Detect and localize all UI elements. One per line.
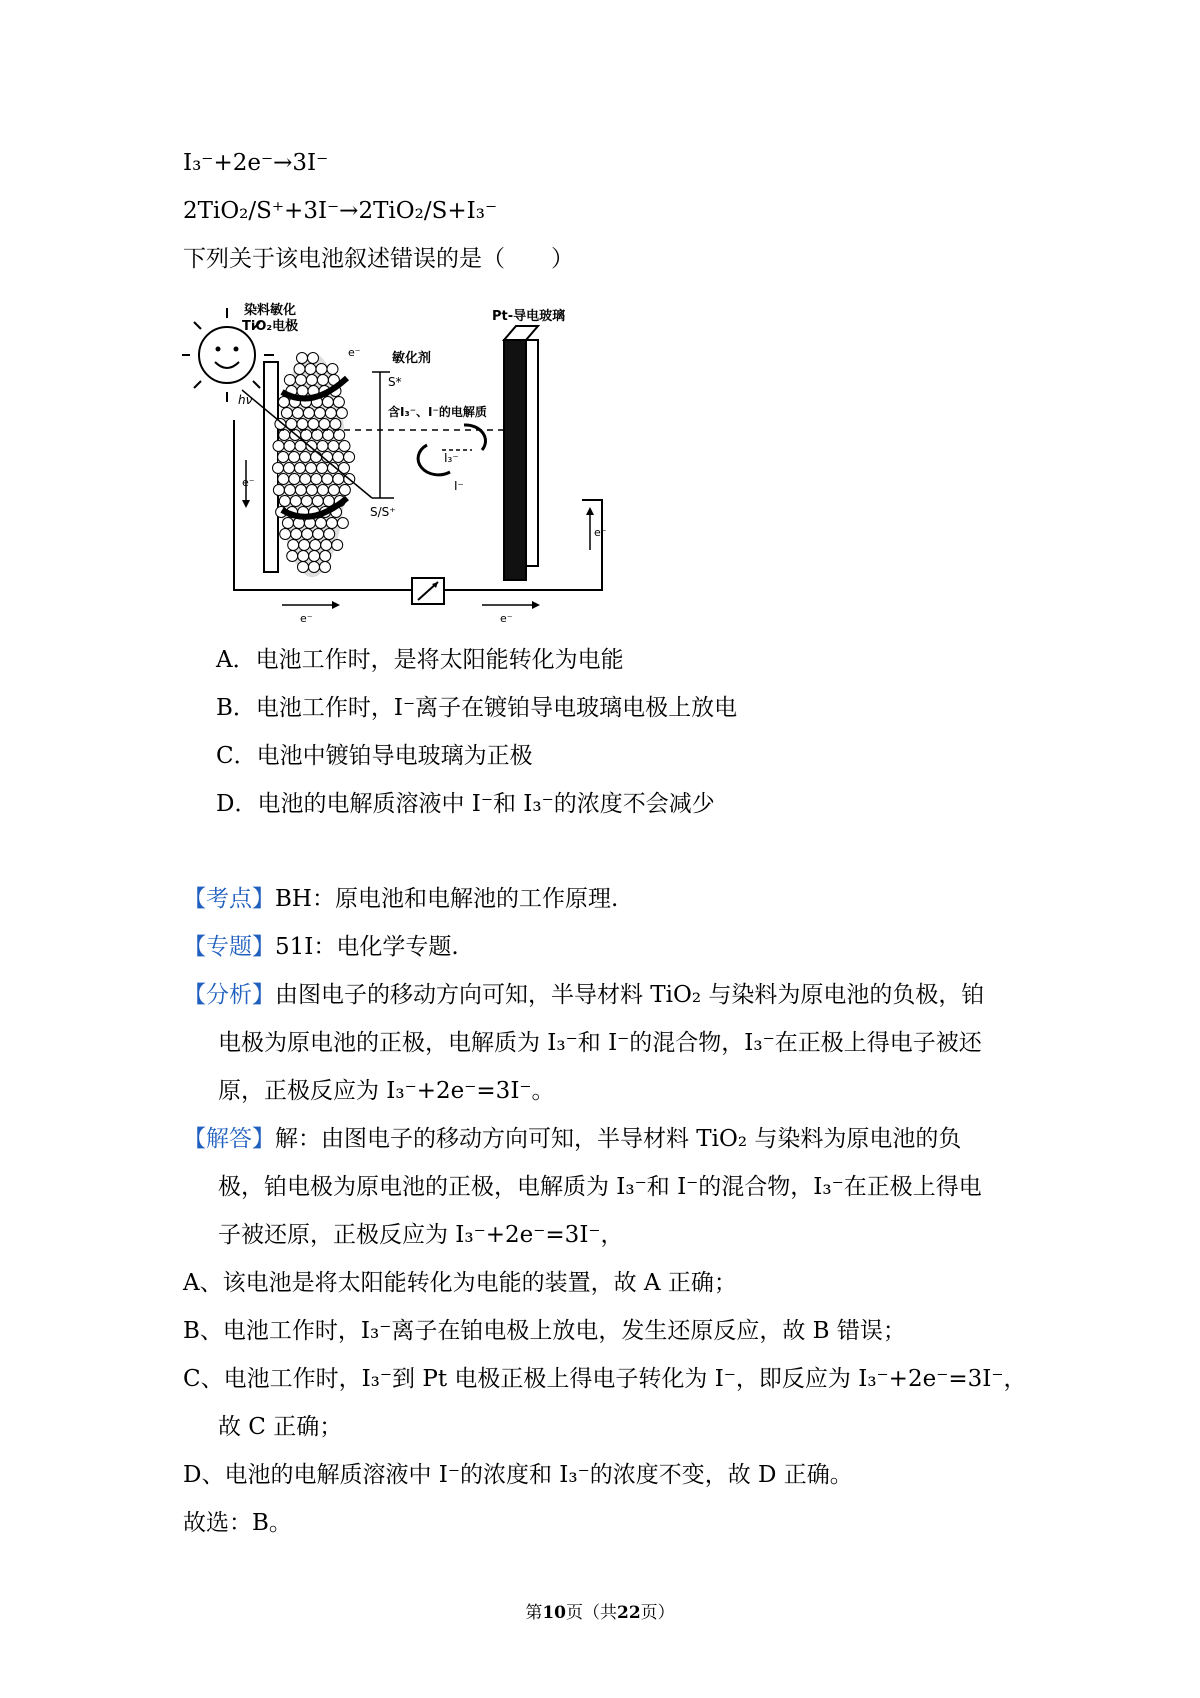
solar-cell-diagram bbox=[182, 300, 652, 630]
option-c: C．电池中镀铂导电玻璃为正极 bbox=[216, 743, 533, 769]
label-i: I⁻ bbox=[454, 479, 464, 493]
jieda-c-1: C、电池工作时，I₃⁻到 Pt 电极正极上得电子转化为 I⁻，即反应为 I₃⁻+2e⁻=3I⁻， bbox=[183, 1366, 1027, 1392]
jieda-tag: 【解答】 bbox=[183, 1126, 275, 1152]
zhuanti-text: 51I：电化学专题. bbox=[275, 934, 459, 960]
label-ss: S/S⁺ bbox=[370, 505, 396, 519]
equation-2: 2TiO₂/S⁺+3I⁻→2TiO₂/S+I₃⁻ bbox=[183, 198, 498, 224]
label-electrolyte: 含I₃⁻、I⁻的电解质 bbox=[388, 405, 487, 419]
jieda-d: D、电池的电解质溶液中 I⁻的浓度和 I₃⁻的浓度不变，故 D 正确。 bbox=[183, 1462, 853, 1488]
label-hv: hν bbox=[238, 393, 253, 407]
label-i3: I₃⁻ bbox=[444, 451, 459, 465]
fenxi-tag: 【分析】 bbox=[183, 982, 275, 1008]
fenxi-text-1: 由图电子的移动方向可知，半导材料 TiO₂ 与染料为原电池的负极，铂 bbox=[275, 982, 985, 1008]
jieda-b: B、电池工作时，I₃⁻离子在铂电极上放电，发生还原反应，故 B 错误； bbox=[183, 1318, 906, 1344]
option-a: A．电池工作时，是将太阳能转化为电能 bbox=[216, 647, 624, 673]
footer-total-pages: 22 bbox=[617, 1603, 641, 1623]
zhuanti-tag: 【专题】 bbox=[183, 934, 275, 960]
fenxi-line-3: 原，正极反应为 I₃⁻+2e⁻=3I⁻。 bbox=[218, 1078, 555, 1104]
kaodian-text: BH：原电池和电解池的工作原理. bbox=[275, 886, 619, 912]
label-electrode-right: Pt-导电玻璃 bbox=[492, 309, 566, 324]
ammeter-icon bbox=[412, 578, 444, 604]
jieda-a: A、该电池是将太阳能转化为电能的装置，故 A 正确； bbox=[183, 1270, 737, 1296]
jieda-line-1 bbox=[183, 1124, 961, 1154]
jieda-text-1: 解：由图电子的移动方向可知，半导材料 TiO₂ 与染料为原电池的负 bbox=[275, 1126, 962, 1152]
page-footer bbox=[0, 1598, 1200, 1623]
label-e-right: e⁻ bbox=[594, 526, 607, 539]
label-e-top: e⁻ bbox=[348, 346, 361, 359]
jieda-line-3: 子被还原，正极反应为 I₃⁻+2e⁻=3I⁻， bbox=[218, 1222, 624, 1248]
footer-suffix: 页） bbox=[640, 1603, 675, 1623]
jieda-c-2: 故 C 正确； bbox=[218, 1414, 343, 1440]
label-e-left: e⁻ bbox=[242, 476, 255, 489]
kaodian-line bbox=[183, 884, 618, 914]
option-d: D．电池的电解质溶液中 I⁻和 I₃⁻的浓度不会减少 bbox=[216, 791, 715, 817]
label-electrode-left-2: TiO₂电极 bbox=[242, 319, 299, 334]
equation-1: I₃⁻+2e⁻→3I⁻ bbox=[183, 150, 329, 176]
fenxi-line-1 bbox=[183, 980, 984, 1010]
label-s-star: S* bbox=[388, 375, 402, 389]
footer-mid: 页（共 bbox=[566, 1603, 617, 1623]
question-stem: 下列关于该电池叙述错误的是（ ） bbox=[183, 246, 574, 272]
jieda-answer: 故选：B。 bbox=[183, 1510, 292, 1536]
label-electrode-left-1: 染料敏化 bbox=[244, 303, 297, 318]
kaodian-tag: 【考点】 bbox=[183, 886, 275, 912]
footer-prefix: 第 bbox=[525, 1603, 543, 1623]
jieda-line-2: 极，铂电极为原电池的正极，电解质为 I₃⁻和 I⁻的混合物，I₃⁻在正极上得电 bbox=[218, 1174, 982, 1200]
footer-page-number: 10 bbox=[542, 1603, 566, 1623]
label-e-bottom-right: e⁻ bbox=[500, 612, 513, 625]
option-b: B．电池工作时，I⁻离子在镀铂导电玻璃电极上放电 bbox=[216, 695, 738, 721]
zhuanti-line bbox=[183, 932, 459, 962]
fenxi-line-2: 电极为原电池的正极，电解质为 I₃⁻和 I⁻的混合物，I₃⁻在正极上得电子被还 bbox=[218, 1030, 982, 1056]
label-sensitizer: 敏化剂 bbox=[392, 351, 432, 366]
label-e-bottom-left: e⁻ bbox=[300, 612, 313, 625]
